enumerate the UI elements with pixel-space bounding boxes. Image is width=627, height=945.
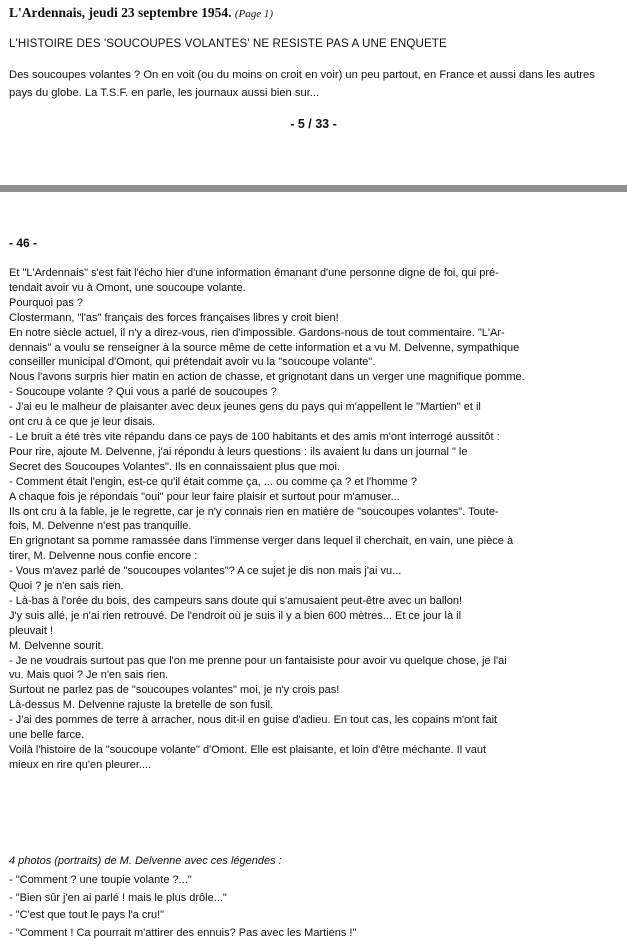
page-number: - 46 - [9, 236, 38, 250]
body-line: J'y suis allé, je n'ai rien retrouvé. De l'endroit où je suis il y a bien 600 mètres... Et ce jour là il [9, 609, 462, 622]
body-line: pleuvait ! [9, 624, 54, 637]
body-line: - Soucoupe volante ? Qui vous a parlé de soucoupes ? [9, 386, 277, 399]
article-headline: L'HISTOIRE DES 'SOUCOUPES VOLANTES' NE RESISTE PAS A UNE ENQUETE [9, 37, 447, 50]
body-line: Pour rire, ajoute M. Delvenne, j'ai répondu à leurs questions : ils avaient lu dans un journal " le [9, 445, 468, 458]
body-line: - Comment était l'engin, est-ce qu'il était comme ça, ... ou comme ça ? et l'homme ? [9, 475, 417, 488]
page-reference: - 5 / 33 - [290, 117, 337, 131]
body-line: A chaque fois je répondais "oui" pour leur faire plaisir et surtout pour m'amuser... [9, 490, 400, 503]
body-line: Clostermann, "l'as" français des forces françaises libres y croit bien! [9, 311, 339, 324]
article-body [9, 266, 621, 773]
body-line: En grignotant sa pomme ramassée dans l'immense verger dans lequel il cherchait, en vain, une pièce à [9, 535, 514, 548]
body-line: Secret des Soucoupes Volantes". Ils en connaissaient plus que moi. [9, 460, 341, 473]
body-line: tendait avoir vu à Omont, une soucoupe volante. [9, 281, 246, 294]
body-line: Ils ont cru à la fable, je le regrette, car je n'y connais rien en matière de "soucoupes volantes". Toute- [9, 505, 499, 518]
body-line: Pourquoi pas ? [9, 296, 83, 309]
body-line: Quoi ? je n'en sais rien. [9, 580, 124, 593]
article-intro: Des soucoupes volantes ? On en voit (ou du moins on croit en voir) un peu partout, en France et aussi dans les autres pays du globe. La T.S.F. en parle, les journaux aussi bien sur... [9, 69, 595, 99]
body-line: - J'ai eu le malheur de plaisanter avec deux jeunes gens du pays qui m'appellent le "Martien" et il [9, 401, 481, 414]
body-line: Surtout ne parlez pas de "soucoupes volantes" moi, je n'y crois pas! [9, 684, 340, 697]
publication-date: L'Ardennais, jeudi 23 septembre 1954. [9, 5, 232, 20]
body-line: - Je ne voudrais surtout pas que l'on me prenne pour un fantaisiste pour avoir vu quelque chose, je l'ai [9, 654, 507, 667]
body-line: conseiller municipal d'Omont, qui prétendait avoir vu la "soucoupe volante". [9, 356, 376, 369]
body-line: mieux en rire qu'en pleurer.... [9, 758, 152, 771]
body-line: Et "L'Ardennais" s'est fait l'écho hier d'une information émanant d'une personne digne de foi, qui pré- [9, 267, 499, 279]
body-line: - J'ai des pommes de terre à arracher, nous dit-il en guise d'adieu. En tout cas, les copains m'ont fait [9, 714, 498, 727]
body-line: - Là-bas à l'orée du bois, des campeurs sans doute qui s'amusaient peut-être avec un ballon! [9, 594, 463, 607]
section-divider [0, 185, 627, 192]
body-line: Là-dessus M. Delvenne rajuste la bretelle de son fusil. [9, 699, 274, 712]
body-line: M. Delvenne sourit. [9, 639, 104, 652]
body-line: tirer, M. Delvenne nous confie encore : [9, 550, 198, 563]
body-line: Nous l'avons surpris hier matin en action de chasse, et grignotant dans un verger une magnifique pomme. [9, 371, 525, 384]
page-note: (Page 1) [234, 8, 274, 20]
body-line: - Vous m'avez parlé de "soucoupes volantes"? A ce sujet je dis non mais j'ai vu... [9, 565, 402, 578]
newspaper-header [9, 5, 273, 21]
body-line: Voilà l'histoire de la "soucoupe volante" d'Omont. Elle est plaisante, et loin d'être méchante. Il vaut [9, 744, 486, 756]
body-line: ont cru à ce que je leur disais. [9, 416, 156, 429]
caption-item: - "Comment ! Ca pourrait m'attirer des ennuis? Pas avec les Martiens !" [9, 926, 357, 939]
captions-title: 4 photos (portraits) de M. Delvenne avec ces légendes : [9, 855, 282, 867]
body-line: En notre siècle actuel, il n'y a direz-vous, rien d'impossible. Gardons-nous de tout commentaire. "L'Ar- [9, 326, 505, 339]
photo-captions [9, 872, 356, 942]
body-line: - Le bruit a été très vite répandu dans ce pays de 100 habitants et des amis m'ont interrogé aussitôt : [9, 430, 500, 443]
body-line: une belle farce. [9, 729, 85, 742]
body-line: fois, M. Delvenne n'est pas tranquille. [9, 520, 192, 533]
body-line: dennais" a voulu se renseigner à la source même de cette information et a vu M. Delvenne, sympathique [9, 341, 520, 354]
caption-item: - "Comment ? une toupie volante ?..." [9, 874, 192, 886]
caption-item: - "Bien sûr j'en ai parlé ! mais le plus drôle..." [9, 891, 227, 904]
caption-item: - "C'est que tout le pays l'a cru!" [9, 909, 165, 921]
body-line: vu. Mais quoi ? Je n'en sais rien. [9, 669, 169, 682]
